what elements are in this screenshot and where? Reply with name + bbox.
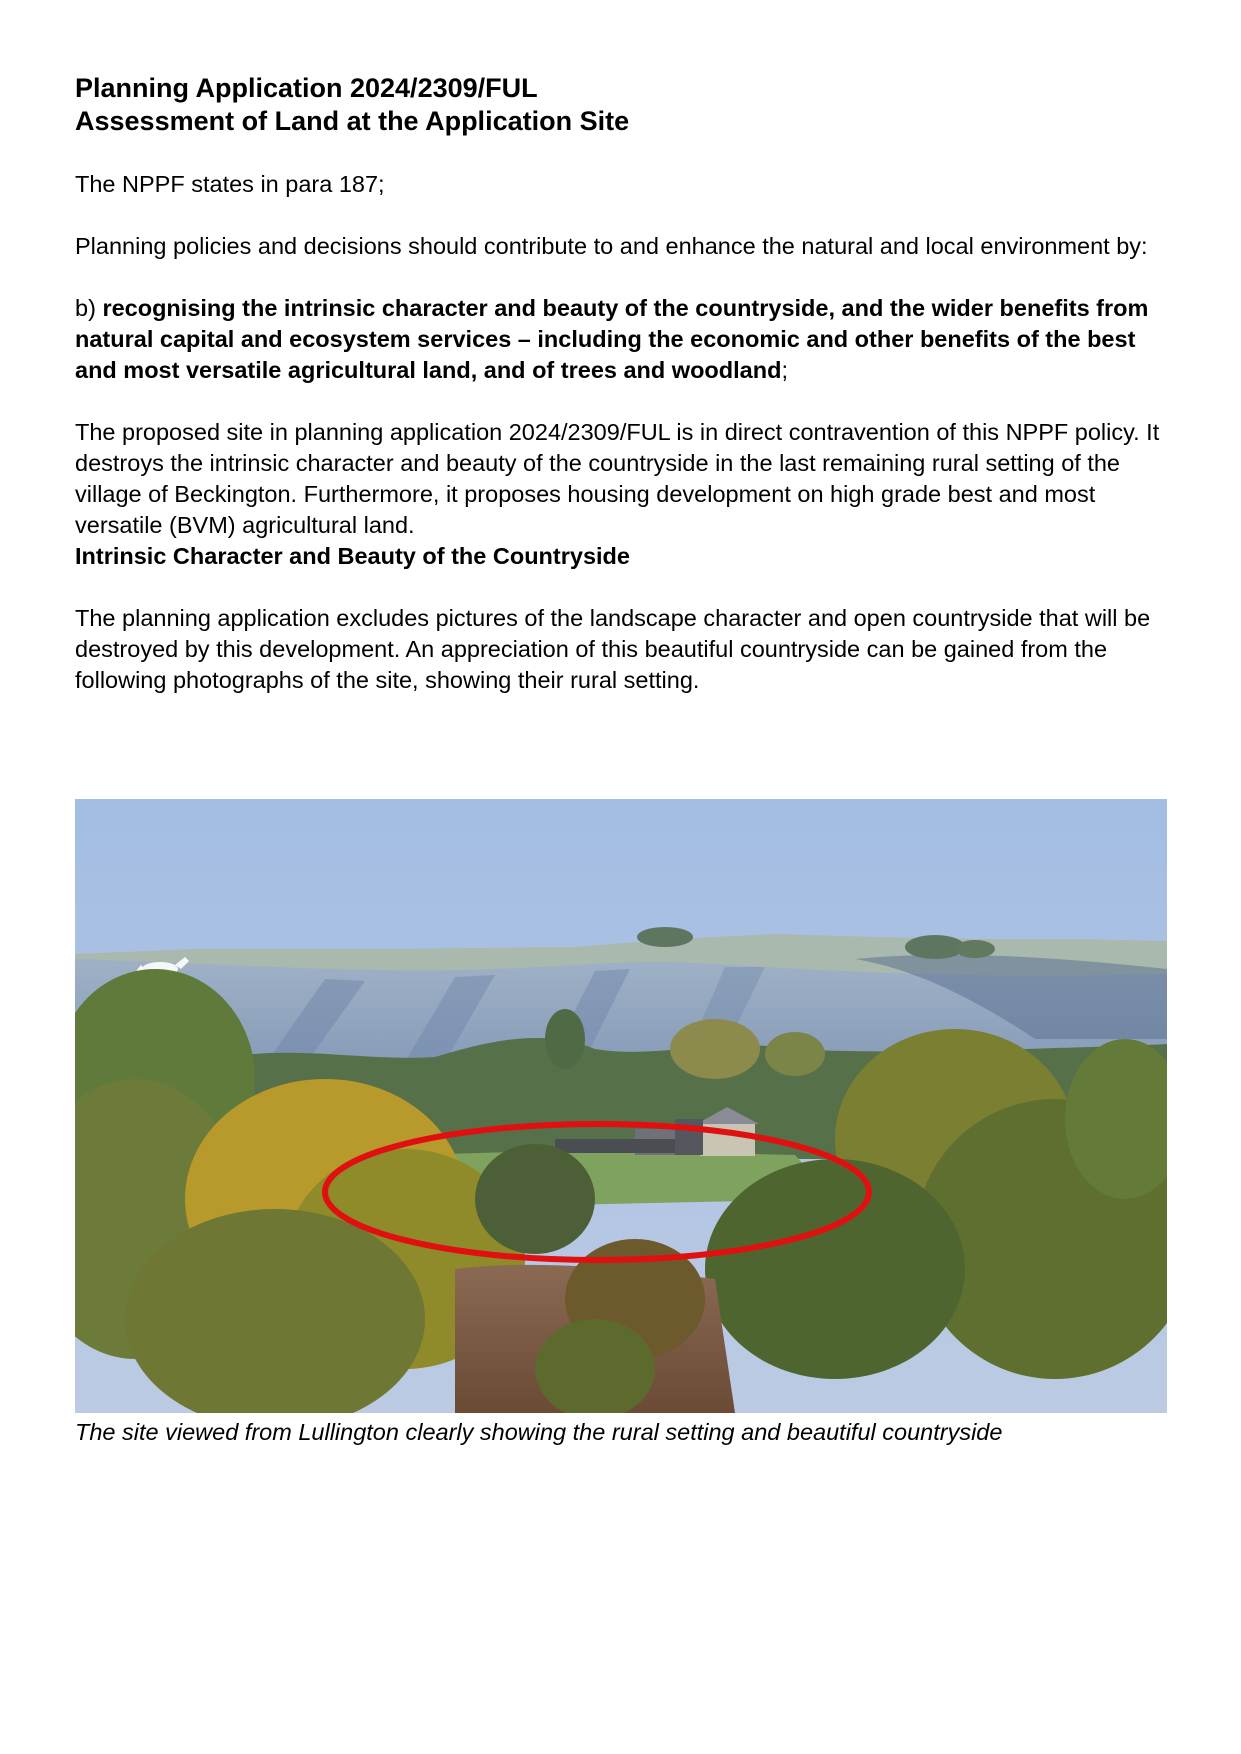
- policy-b-bold-text: recognising the intrinsic character and beauty of the countryside, and the wider benefits from natural capital and ecosystem services – including the economic and other benefits of the best and most versatile agricultural land, and of trees and woodland: [75, 295, 1149, 383]
- policy-b-prefix: b): [75, 295, 103, 321]
- site-photograph: [75, 799, 1167, 1413]
- page-title: [75, 72, 1175, 138]
- title-line-2: Assessment of Land at the Application Site: [75, 106, 630, 136]
- document-page: [75, 72, 1175, 696]
- title-line-1: Planning Application 2024/2309/FUL: [75, 73, 538, 103]
- contravention-paragraph: The proposed site in planning application 2024/2309/FUL is in direct contravention of this NPPF policy. It destroys the intrinsic character and beauty of the countryside in the last remaining rural setting of the village of Beckington. Furthermore, it proposes housing development on high grade best and most versatile (BVM) agricultural land.: [75, 419, 1160, 538]
- section-heading: Intrinsic Character and Beauty of the Countryside: [75, 543, 630, 569]
- policy-b-paragraph: [75, 293, 1175, 386]
- policy-b-suffix: ;: [781, 357, 788, 383]
- photo-caption: The site viewed from Lullington clearly showing the rural setting and beautiful countryside: [75, 1419, 1003, 1445]
- policy-lead-paragraph: Planning policies and decisions should contribute to and enhance the natural and local environment by:: [75, 233, 1148, 259]
- intro-paragraph: The NPPF states in para 187;: [75, 171, 385, 197]
- section-body-paragraph: The planning application excludes pictures of the landscape character and open countryside that will be destroyed by this development. An appreciation of this beautiful countryside can be gained from the following photographs of the site, showing their rural setting.: [75, 605, 1151, 693]
